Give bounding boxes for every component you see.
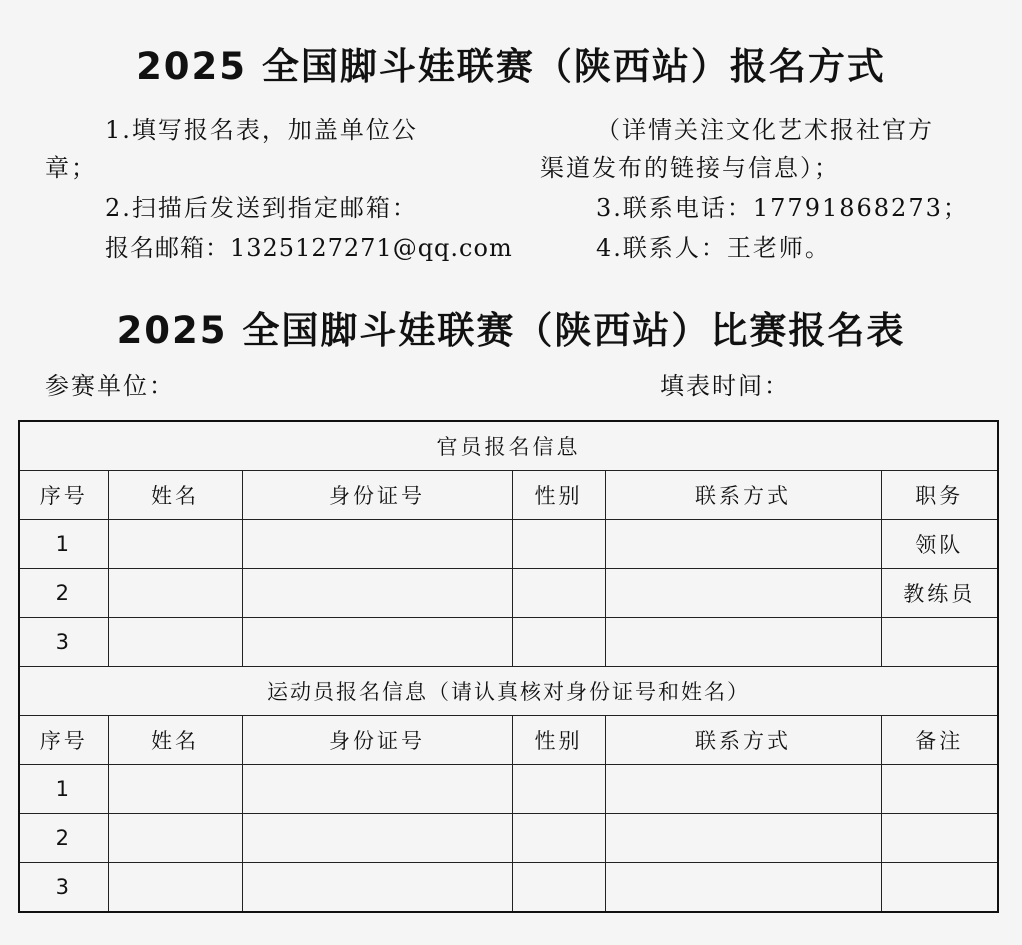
contact-cell[interactable] (605, 863, 881, 913)
row-number: 3 (19, 863, 108, 913)
table-row (19, 569, 998, 618)
contact-cell[interactable] (605, 765, 881, 814)
athletes-section-header: 运动员报名信息（请认真核对身份证号和姓名） (19, 667, 998, 716)
column-header: 姓名 (108, 471, 242, 520)
role-cell[interactable] (881, 618, 998, 667)
role-cell: 领队 (881, 520, 998, 569)
table-row (19, 520, 998, 569)
fill-date-label: 填表时间： (660, 372, 790, 400)
form-title: 2025 全国脚斗娃联赛（陕西站）比赛报名表 (116, 309, 906, 352)
officials-section-row (19, 421, 998, 471)
column-header: 姓名 (108, 716, 242, 765)
table-row (19, 814, 998, 863)
column-header: 序号 (19, 716, 108, 765)
gender-cell[interactable] (512, 569, 605, 618)
column-header: 联系方式 (605, 471, 881, 520)
id-number-cell[interactable] (242, 765, 512, 814)
column-header: 备注 (881, 716, 998, 765)
column-header: 身份证号 (242, 716, 512, 765)
name-cell[interactable] (108, 618, 242, 667)
athletes-column-header-row (19, 716, 998, 765)
contact-cell[interactable] (605, 520, 881, 569)
officials-column-header-row (19, 471, 998, 520)
row-number: 3 (19, 618, 108, 667)
remarks-cell[interactable] (881, 814, 998, 863)
remarks-cell[interactable] (881, 863, 998, 913)
gender-cell[interactable] (512, 814, 605, 863)
column-header: 性别 (512, 471, 605, 520)
gender-cell[interactable] (512, 618, 605, 667)
row-number: 2 (19, 814, 108, 863)
gender-cell[interactable] (512, 863, 605, 913)
name-cell[interactable] (108, 863, 242, 913)
instruction-4-contact: 4.联系人：王老师。 (596, 234, 831, 262)
contact-cell[interactable] (605, 618, 881, 667)
registration-table (18, 420, 999, 913)
name-cell[interactable] (108, 765, 242, 814)
id-number-cell[interactable] (242, 814, 512, 863)
row-number: 1 (19, 765, 108, 814)
column-header: 身份证号 (242, 471, 512, 520)
participating-unit-label: 参赛单位： (45, 372, 175, 400)
details-note-line2: 渠道发布的链接与信息）； (540, 154, 840, 182)
details-note-line1: （详情关注文化艺术报社官方 (596, 116, 934, 144)
contact-cell[interactable] (605, 569, 881, 618)
column-header: 职务 (881, 471, 998, 520)
table-row (19, 618, 998, 667)
officials-section-header: 官员报名信息 (19, 421, 998, 471)
name-cell[interactable] (108, 814, 242, 863)
column-header: 序号 (19, 471, 108, 520)
name-cell[interactable] (108, 569, 242, 618)
instruction-3-phone: 3.联系电话：17791868273； (596, 194, 969, 222)
row-number: 2 (19, 569, 108, 618)
gender-cell[interactable] (512, 520, 605, 569)
remarks-cell[interactable] (881, 765, 998, 814)
id-number-cell[interactable] (242, 569, 512, 618)
id-number-cell[interactable] (242, 863, 512, 913)
column-header: 联系方式 (605, 716, 881, 765)
table-row (19, 863, 998, 913)
page-title: 2025 全国脚斗娃联赛（陕西站）报名方式 (136, 45, 886, 88)
role-cell: 教练员 (881, 569, 998, 618)
id-number-cell[interactable] (242, 618, 512, 667)
name-cell[interactable] (108, 520, 242, 569)
table-row (19, 765, 998, 814)
gender-cell[interactable] (512, 765, 605, 814)
instruction-2: 2.扫描后发送到指定邮箱： (105, 194, 418, 222)
instruction-1-line1: 1.填写报名表，加盖单位公 (105, 116, 418, 144)
id-number-cell[interactable] (242, 520, 512, 569)
row-number: 1 (19, 520, 108, 569)
column-header: 性别 (512, 716, 605, 765)
instruction-1-line2: 章； (45, 154, 97, 182)
athletes-section-row (19, 667, 998, 716)
signup-email: 报名邮箱：1325127271@qq.com (105, 234, 513, 262)
contact-cell[interactable] (605, 814, 881, 863)
